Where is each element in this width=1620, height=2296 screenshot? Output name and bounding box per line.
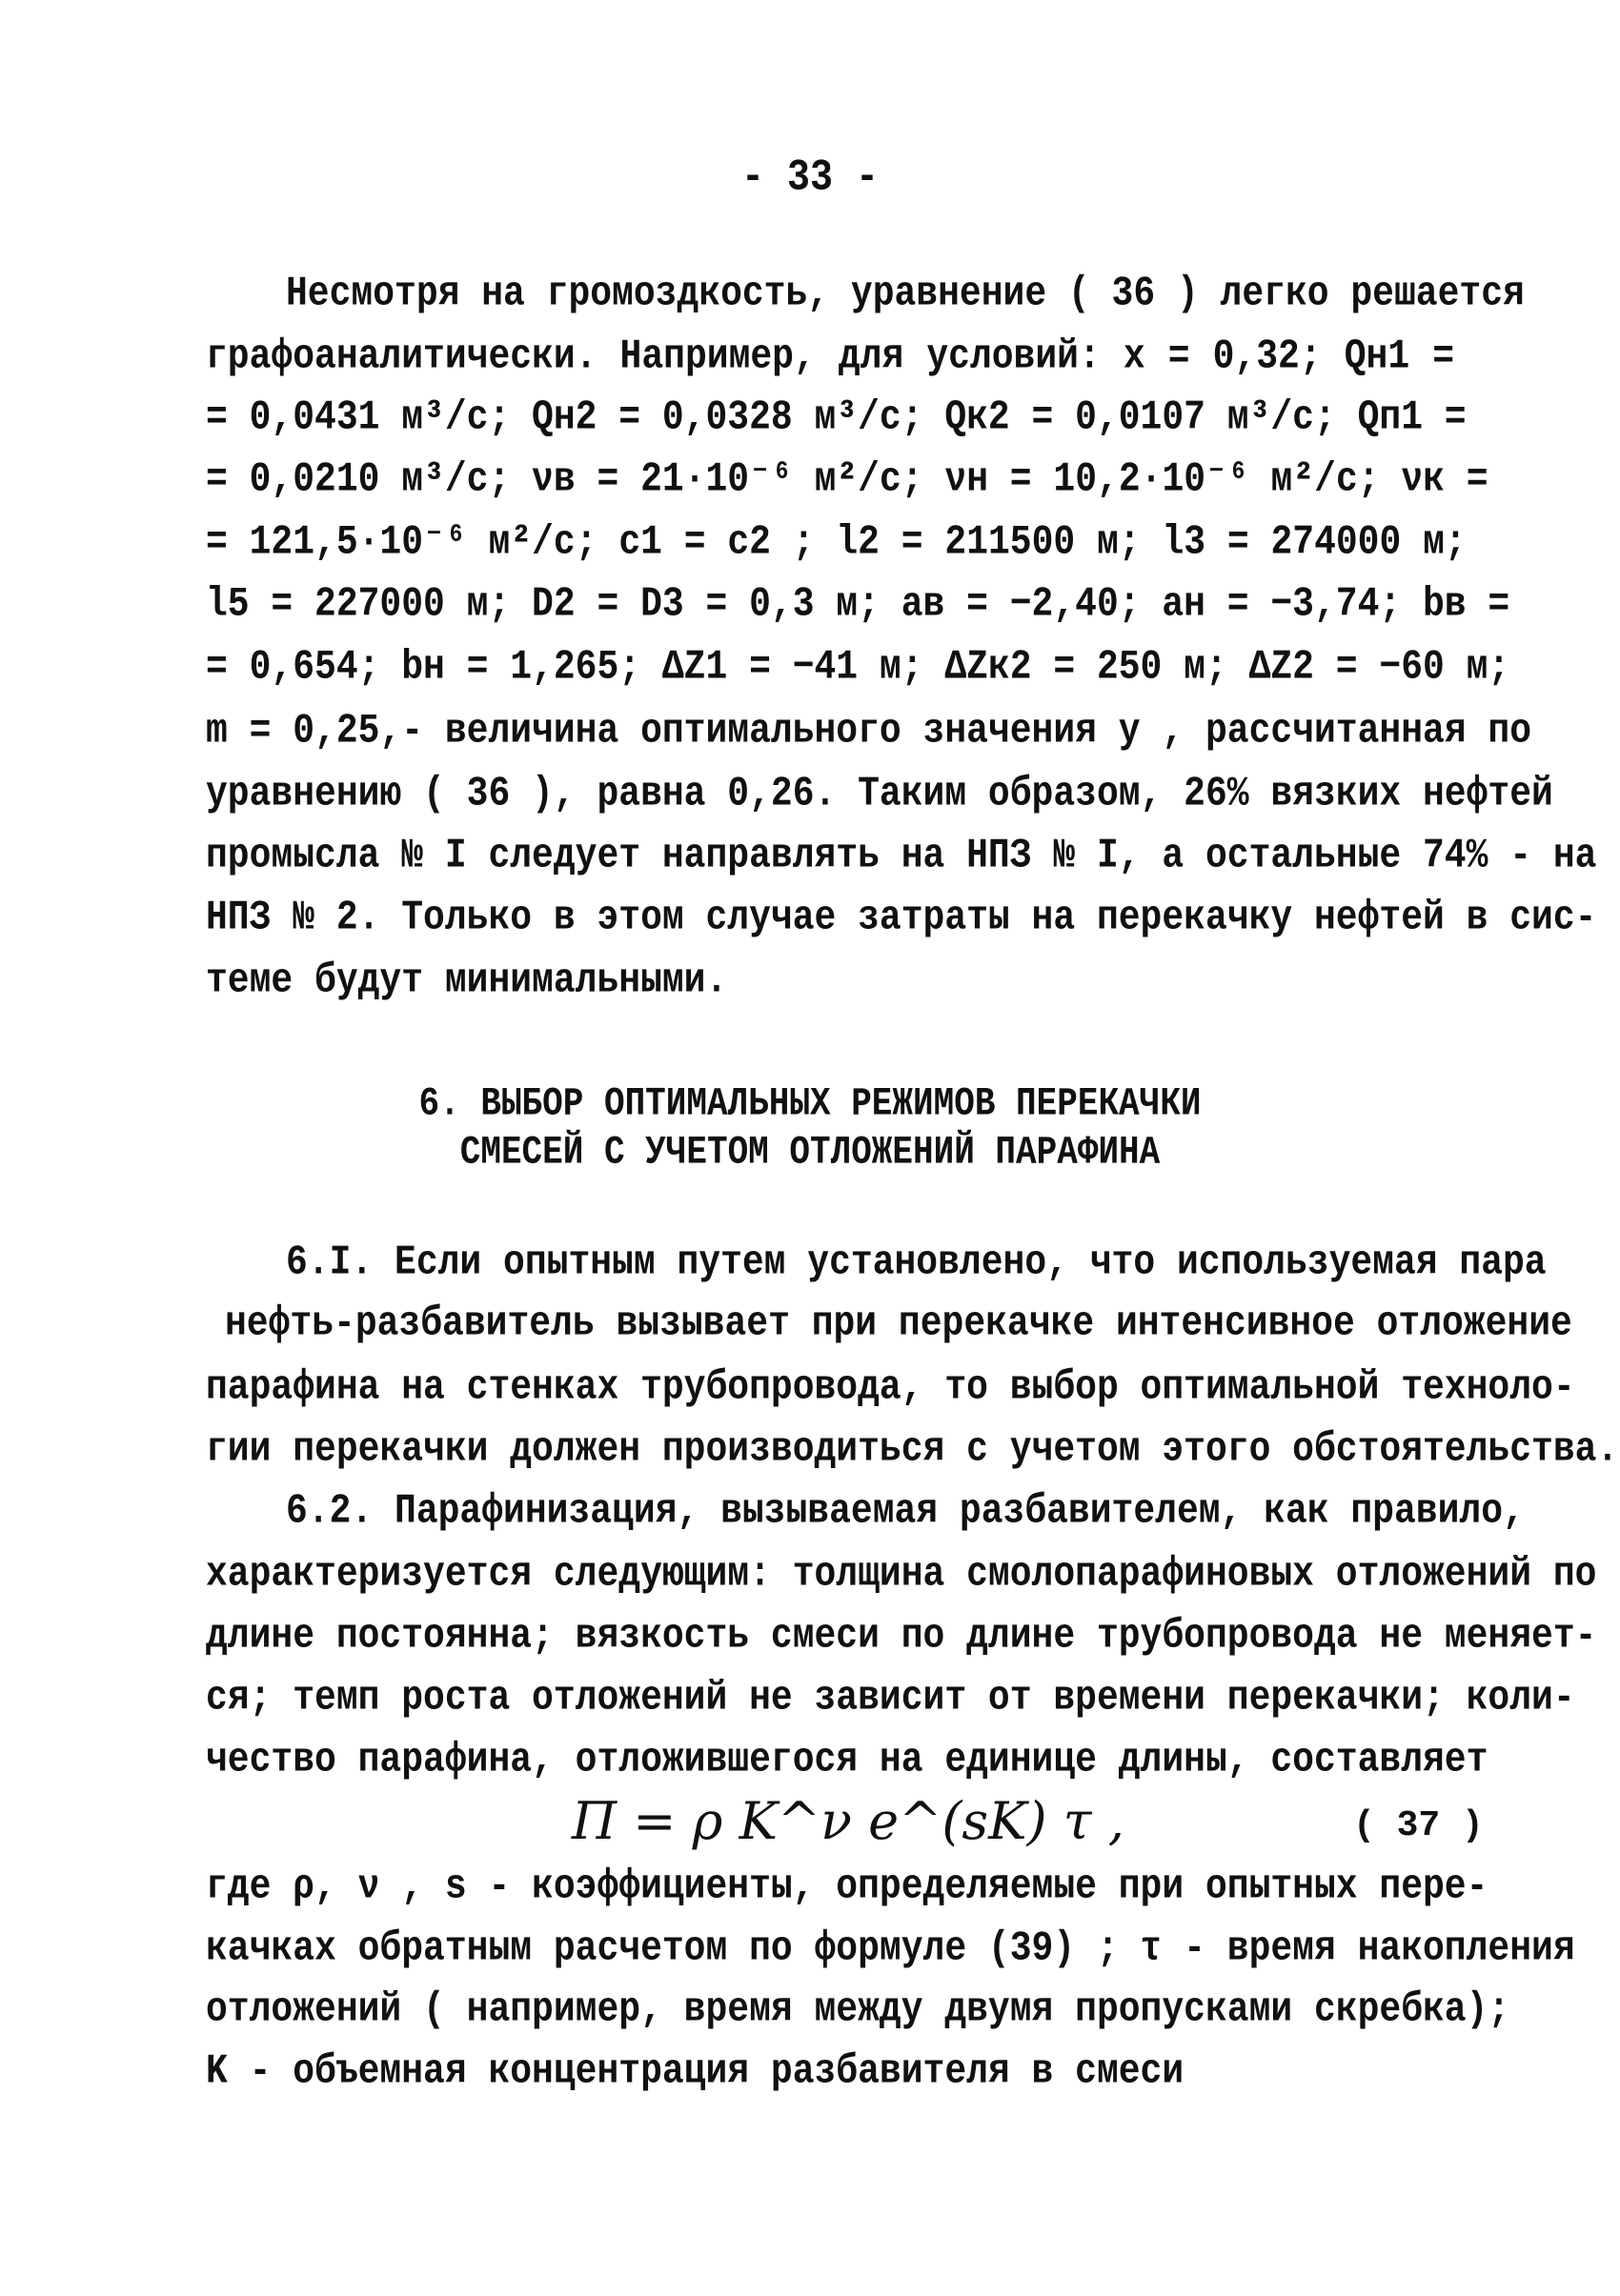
text-line: чество парафина, отложившегося на единице длины, составляет	[206, 1736, 1488, 1784]
text-line: нефть-разбавитель вызывает при перекачке интенсивное отложение	[225, 1299, 1572, 1348]
heading-line: СМЕСЕЙ С УЧЕТОМ ОТЛОЖЕНИЙ ПАРАФИНА	[459, 1129, 1161, 1175]
text-line: отложений ( например, время между двумя пропусками скребка);	[206, 1985, 1510, 2034]
text-line: K - объемная концентрация разбавителя в смеси	[206, 2047, 1185, 2096]
text-line: качках обратным расчетом по формуле (39) ; τ - время накопления	[206, 1924, 1575, 1973]
text-line: 6.I. Если опытным путем установлено, что используемая пара	[286, 1239, 1547, 1287]
text-line: характеризуется следующим: толщина смолопарафиновых отложений по	[206, 1550, 1597, 1599]
text-line: где ρ, ν , s - коэффициенты, определяемые при опытных пере-	[206, 1863, 1488, 1911]
text-line: = 0,654; bн = 1,265; ΔZ1 = −41 м; ΔZк2 = 250 м; ΔZ2 = −60 м;	[206, 643, 1510, 692]
text-line: m = 0,25,- величина оптимального значения y , рассчитанная по	[206, 707, 1532, 755]
text-line: l5 = 227000 м; D2 = D3 = 0,3 м; aв = −2,40; aн = −3,74; bв =	[206, 580, 1510, 629]
text-line: = 0,0431 м³/с; Qн2 = 0,0328 м³/с; Qк2 = 0,0107 м³/с; Qп1 =	[206, 393, 1467, 442]
text-line: теме будут минимальными.	[206, 957, 728, 1005]
text-line: Несмотря на громоздкость, уравнение ( 36 ) легко решается	[286, 270, 1525, 318]
text-line: гии перекачки должен производиться с учетом этого обстоятельства.	[206, 1425, 1619, 1474]
text-line: уравнению ( 36 ), равна 0,26. Таким образом, 26% вязких нефтей	[206, 770, 1553, 818]
text-line: НПЗ № 2. Только в этом случае затраты на перекачку нефтей в сис-	[206, 894, 1597, 942]
text-line: = 121,5·10⁻⁶ м²/с; c1 = c2 ; l2 = 211500 м; l3 = 274000 м;	[206, 518, 1467, 567]
heading-line: 6. ВЫБОР ОПТИМАЛЬНЫХ РЕЖИМОВ ПЕРЕКАЧКИ	[418, 1080, 1202, 1126]
page-number: - 33 -	[740, 153, 880, 204]
text-line: = 0,0210 м³/с; νв = 21·10⁻⁶ м²/с; νн = 10,2·10⁻⁶ м²/с; νк =	[206, 455, 1488, 504]
text-line: графоаналитически. Например, для условий: x = 0,32; Qн1 =	[206, 332, 1454, 381]
text-line: промысла № I следует направлять на НПЗ № I, а остальные 74% - на	[206, 832, 1597, 880]
formula-37: Π = ρ K^ν e^(sK) τ ,	[572, 1791, 1124, 1851]
text-line: парафина на стенках трубопровода, то выбор оптимальной техноло-	[206, 1363, 1575, 1412]
text-line: длине постоянна; вязкость смеси по длине трубопровода не меняет-	[206, 1612, 1597, 1661]
text-line: ся; темп роста отложений не зависит от времени перекачки; коли-	[206, 1674, 1575, 1722]
formula-number: ( 37 )	[1353, 1805, 1484, 1846]
text-line: 6.2. Парафинизация, вызываемая разбавителем, как правило,	[286, 1487, 1525, 1536]
